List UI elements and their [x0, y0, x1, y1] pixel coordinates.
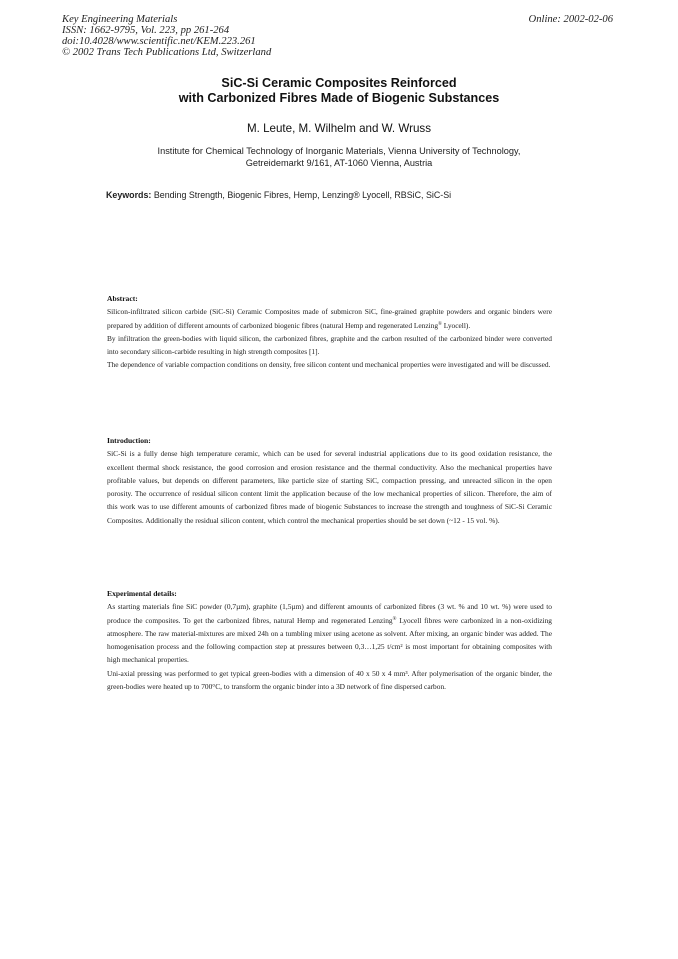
introduction-paragraph: SiC-Si is a fully dense high temperature ceramic, which can be used for several industrial applications due to its good oxidation resistance, the excellent thermal shock resistance, the good corrosion and erosion resistance and the thermal conductivity. Also the mechanical properties have profitable values, but depends on different parameters, like particle size of starting SiC, compaction pressing, and unreacted silicon in the open porosity. The occurrence of residual silicon content limit the application because of the low mechanical properties of silicon. Therefore, the aim of this work was to use different amounts of carbonized fibres made of biogenic Substances to increase the strength and toughness of SiC-Si Ceramic Composites. Additionally the residual silicon content, which control the mechanical properties should be set down (~12 - 15 vol. %).	[107, 449, 552, 525]
experimental-paragraph-2: Uni-axial pressing was performed to get typical green-bodies with a dimension of 40 x 50 x 4 mm³. After polymerisation of the organic binder, the green-bodies were heated up to 700°C, to transform the organic binder into a 3D network of fine dispersed carbon.	[107, 668, 552, 692]
abstract-section	[107, 292, 552, 372]
abstract-heading: Abstract:	[107, 294, 138, 303]
abstract-paragraph-3: The dependence of variable compaction conditions on density, free silicon content und mechanical properties were investigated and will be discussed.	[107, 360, 551, 370]
title-line-2: with Carbonized Fibres Made of Biogenic Substances	[178, 91, 500, 105]
keywords	[106, 190, 451, 201]
abstract-paragraph-1: Silicon-infiltrated silicon carbide (SiC-Si) Ceramic Composites made of submicron SiC, fine-grained graphite powders and organic binders were prepared by addition of different amounts of carbonized biogenic fibres (natural Hemp and regenerated Lenzing® Lyocell).	[107, 307, 552, 330]
keywords-text: Bending Strength, Biogenic Fibres, Hemp, Lenzing® Lyocell, RBSiC, SiC-Si	[153, 190, 452, 200]
introduction-heading: Introduction:	[107, 436, 151, 445]
keywords-label: Keywords:	[106, 190, 152, 200]
authors: M. Leute, M. Wilhelm and W. Wruss	[246, 122, 432, 135]
affiliation-line-1: Institute for Chemical Technology of Inorganic Materials, Vienna University of Technology,	[157, 146, 521, 156]
journal-copyright: © 2002 Trans Tech Publications Ltd, Switzerland	[62, 47, 272, 58]
online-date: Online: 2002-02-06	[528, 14, 613, 25]
abstract-paragraph-2: By infiltration the green-bodies with liquid silicon, the carbonized fibres, graphite and the carbon resulted of the carbonized binder were converted into secondary silicon-carbide resulting in high strength composites [1].	[107, 333, 552, 357]
journal-header	[62, 14, 271, 58]
title-line-1: SiC-Si Ceramic Composites Reinforced	[221, 76, 457, 90]
journal-issn: ISSN: 1662-9795, Vol. 223, pp 261-264	[62, 25, 230, 36]
journal-name: Key Engineering Materials	[62, 14, 178, 25]
experimental-heading: Experimental details:	[107, 589, 177, 598]
affiliation	[0, 146, 678, 169]
affiliation-line-2: Getreidemarkt 9/161, AT-1060 Vienna, Austria	[245, 157, 433, 168]
experimental-paragraph-1: As starting materials fine SiC powder (0,7µm), graphite (1,5µm) and different amounts of carbonized fibres (3 wt. % and 10 wt. %) were used to produce the composites. To get the carbonized fibres, natural Hemp and regenerated Lenzing® Lyocell fibres were carbonized in a non-oxidizing atmosphere. The raw material-mixtures are mixed 24h on a tumbling mixer using acetone as solvent. After mixing, an organic binder was added. The homogenisation process and the following compaction step at pressures between 0,3…1,25 t/cm² is most important for obtaining composites with high mechanical properties.	[107, 602, 552, 665]
experimental-section	[107, 587, 552, 693]
paper-title	[0, 76, 678, 106]
introduction-section	[107, 434, 552, 527]
journal-doi: doi:10.4028/www.scientific.net/KEM.223.261	[62, 36, 256, 47]
